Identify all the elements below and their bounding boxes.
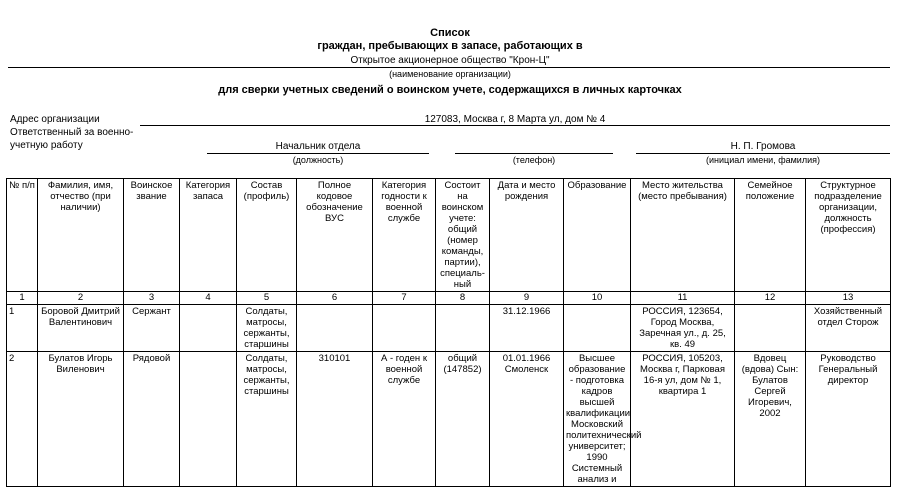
table-cell: 01.01.1966 Смоленск xyxy=(490,352,564,487)
column-header: Воинское звание xyxy=(124,179,180,292)
column-number: 5 xyxy=(237,292,297,305)
reservists-table xyxy=(6,178,891,487)
table-cell: А - годен к военной службе xyxy=(373,352,436,487)
org-underline xyxy=(8,67,890,68)
table-cell xyxy=(735,305,806,352)
organization-name: Открытое акционерное общество "Крон-Ц" xyxy=(350,55,550,66)
phone-caption: (телефон) xyxy=(512,155,556,165)
position-caption: (должность) xyxy=(292,155,344,165)
table-cell: Вдовец (вдова) Сын: Булатов Сергей Игоревич, 2002 xyxy=(735,352,806,487)
address-underline xyxy=(140,125,890,126)
table-cell: 2 xyxy=(7,352,38,487)
table-cell: Руководство Генеральный директор xyxy=(806,352,891,487)
table-cell xyxy=(180,352,237,487)
table-cell: 310101 xyxy=(297,352,373,487)
column-header: Категория годности к военной службе xyxy=(373,179,436,292)
table-cell xyxy=(436,305,490,352)
table-cell: 31.12.1966 xyxy=(490,305,564,352)
column-header: Состоит на воинском учете: общий (номер команды, партии), специаль-ный xyxy=(436,179,490,292)
table-cell: Солдаты, матросы, сержанты, старшины xyxy=(237,352,297,487)
column-number: 13 xyxy=(806,292,891,305)
table-cell: Булатов Игорь Виленович xyxy=(38,352,124,487)
address-label: Адрес организации xyxy=(10,114,100,125)
table-cell xyxy=(373,305,436,352)
position-underline xyxy=(207,153,429,154)
table-header-row xyxy=(7,179,891,292)
column-number: 4 xyxy=(180,292,237,305)
table-cell xyxy=(180,305,237,352)
column-number: 12 xyxy=(735,292,806,305)
table-cell xyxy=(297,305,373,352)
table-cell: Солдаты, матросы, сержанты, старшины xyxy=(237,305,297,352)
responsible-label-line2: учетную работу xyxy=(10,140,83,151)
phone-underline xyxy=(455,153,613,154)
table-cell: РОССИЯ, 105203, Москва г, Парковая 16-я ул, дом № 1, квартира 1 xyxy=(631,352,735,487)
table-cell: Хозяйственный отдел Сторож xyxy=(806,305,891,352)
responsible-label-line1: Ответственный за военно- xyxy=(10,127,134,138)
position-value: Начальник отдела xyxy=(275,141,361,152)
table-cell: Высшее образование - подготовка кадров высшей квалификации Московский политехнический университет; 1990 Системный анализ и xyxy=(564,352,631,487)
column-number: 1 xyxy=(7,292,38,305)
column-number: 3 xyxy=(124,292,180,305)
column-header: Семейное положение xyxy=(735,179,806,292)
column-number: 9 xyxy=(490,292,564,305)
page-title: Список xyxy=(430,27,470,39)
table-cell: Рядовой xyxy=(124,352,180,487)
column-number-row xyxy=(7,292,891,305)
column-header: Полное кодовое обозначение ВУС xyxy=(297,179,373,292)
table-cell: общий (147852) xyxy=(436,352,490,487)
document-purpose: для сверки учетных сведений о воинском учете, содержащихся в личных карточках xyxy=(218,84,682,96)
column-header: № п/п xyxy=(7,179,38,292)
table-cell: 1 xyxy=(7,305,38,352)
column-header: Дата и место рождения xyxy=(490,179,564,292)
name-caption: (инициал имени, фамилия) xyxy=(706,155,820,165)
column-header: Место жительства (место пребывания) xyxy=(631,179,735,292)
address-value: 127083, Москва г, 8 Марта ул, дом № 4 xyxy=(424,114,606,125)
name-underline xyxy=(636,153,890,154)
column-number: 6 xyxy=(297,292,373,305)
column-header: Структурное подразделение организации, должность (профессия) xyxy=(806,179,891,292)
table-cell: РОССИЯ, 123654, Город Москва, Заречная ул., д. 25, кв. 49 xyxy=(631,305,735,352)
page-subtitle: граждан, пребывающих в запасе, работающих в xyxy=(317,40,583,52)
table-row xyxy=(7,352,891,487)
column-number: 7 xyxy=(373,292,436,305)
column-header: Образование xyxy=(564,179,631,292)
table-cell: Сержант xyxy=(124,305,180,352)
table-cell: Боровой Дмитрий Валентинович xyxy=(38,305,124,352)
table-row xyxy=(7,305,891,352)
column-header: Категория запаса xyxy=(180,179,237,292)
organization-caption: (наименование организации) xyxy=(389,69,511,79)
column-number: 11 xyxy=(631,292,735,305)
column-number: 8 xyxy=(436,292,490,305)
column-header: Фамилия, имя, отчество (при наличии) xyxy=(38,179,124,292)
column-number: 2 xyxy=(38,292,124,305)
table-cell xyxy=(564,305,631,352)
column-number: 10 xyxy=(564,292,631,305)
responsible-name-value: Н. П. Громова xyxy=(730,141,796,152)
column-header: Состав (профиль) xyxy=(237,179,297,292)
